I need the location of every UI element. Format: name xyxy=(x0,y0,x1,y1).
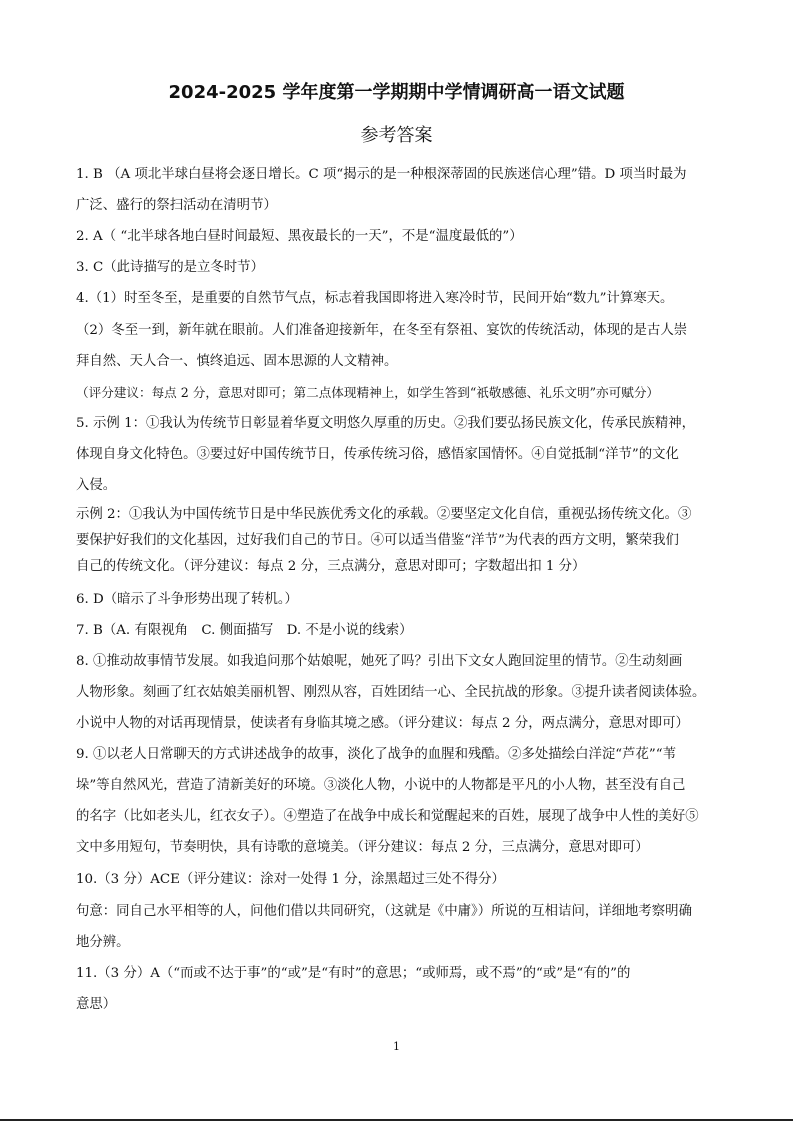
answer-line: 6. D（暗示了斗争形势出现了转机。） xyxy=(76,592,298,607)
answer-line: 4.（1）时至冬至，是重要的自然节气点，标志着我国即将进入寒冷时节，民间开始“数九”计算寒天。 xyxy=(76,291,674,306)
answer-line: 自己的传统文化。（评分建议：每点 2 分，三点满分，意思对即可；字数超出扣 1 分） xyxy=(76,559,586,574)
answer-line: 11.（3 分）A（“而或不达于事”的“或”是“有时”的意思；“或师焉，或不焉”的“或”是“有的”的 xyxy=(76,966,631,981)
answer-line: 垛”等自然风光，营造了清新美好的环境。③淡化人物，小说中的人物都是平凡的小人物，甚至没有自己 xyxy=(76,778,686,793)
answer-line: 7. B（A. 有限视角 C. 侧面描写 D. 不是小说的线索） xyxy=(76,623,413,638)
document-title: 2024-2025 学年度第一学期期中学情调研高一语文试题 xyxy=(168,82,625,103)
page-bottom-rule xyxy=(0,1119,793,1121)
answer-line: 小说中人物的对话再现情景，使读者有身临其境之感。（评分建议：每点 2 分，两点满分，意思对即可） xyxy=(76,716,689,731)
document-subtitle: 参考答案 xyxy=(360,125,433,146)
answer-line: （2）冬至一到，新年就在眼前。人们准备迎接新年，在冬至有祭祖、宴饮的传统活动，体现的是古人崇 xyxy=(76,323,688,338)
answer-line: 广泛、盛行的祭扫活动在清明节） xyxy=(76,198,277,213)
answer-line: 地分辨。 xyxy=(76,935,130,950)
answer-line: 意思） xyxy=(76,997,117,1012)
answer-line: 体现自身文化特色。③要过好中国传统节日，传承传统习俗，感悟家国情怀。④自觉抵制“洋节”的文化 xyxy=(76,447,679,462)
answer-line: 示例 2：①我认为中国传统节日是中华民族优秀文化的承载。②要坚定文化自信，重视弘扬传统文化。③ xyxy=(76,507,692,522)
answer-line: 拜自然、天人合一、慎终追远、固本思源的人文精神。 xyxy=(76,354,398,369)
answer-line: 文中多用短句，节奏明快，具有诗歌的意境美。（评分建议：每点 2 分，三点满分，意思对即可） xyxy=(76,840,649,855)
answer-line: 要保护好我们的文化基因，过好我们自己的节日。④可以适当借鉴“洋节”为代表的西方文明，繁荣我们 xyxy=(76,533,679,548)
page-number: 1 xyxy=(393,1040,400,1053)
answer-line: 1. B （A 项北半球白昼将会逐日增长。C 项“揭示的是一种根深蒂固的民族迷信心理”错。D 项当时最为 xyxy=(76,167,687,182)
answer-line: 9. ①以老人日常聊天的方式讲述战争的故事，淡化了战争的血腥和残酷。②多处描绘白洋淀“芦花”“苇 xyxy=(76,747,676,762)
scoring-note: （评分建议：每点 2 分，意思对即可；第二点体现精神上，如学生答到“祇敬感德、礼乐文明”亦可赋分） xyxy=(76,385,660,400)
answer-line: 入侵。 xyxy=(76,478,117,493)
answer-line: 8. ①推动故事情节发展。如我追问那个姑娘呢，她死了吗？引出下文女人跑回淀里的情节。②生动刻画 xyxy=(76,654,683,669)
answer-line: 5. 示例 1：①我认为传统节日彰显着华夏文明悠久厚重的历史。②我们要弘扬民族文化，传承民族精神， xyxy=(76,416,695,431)
answer-line: 3. C（此诗描写的是立冬时节） xyxy=(76,260,264,275)
answer-line: 的名字（比如老头儿，红衣女子）。④塑造了在战争中成长和觉醒起来的百姓，展现了战争中人性的美好⑤ xyxy=(76,809,699,824)
answer-line: 10.（3 分）ACE（评分建议：涂对一处得 1 分，涂黑超过三处不得分） xyxy=(76,872,505,887)
answer-line: 句意：同自己水平相等的人，问他们借以共同研究，（这就是《中庸》）所说的互相诘问，详细地考察明确 xyxy=(76,904,692,919)
answer-line: 2. A（ “北半球各地白昼时间最短、黑夜最长的一天”，不是“温度最低的”） xyxy=(76,229,523,244)
answer-line: 人物形象。刻画了红衣姑娘美丽机智、刚烈从容，百姓团结一心、全民抗战的形象。③提升读者阅读体验。 xyxy=(76,685,706,700)
